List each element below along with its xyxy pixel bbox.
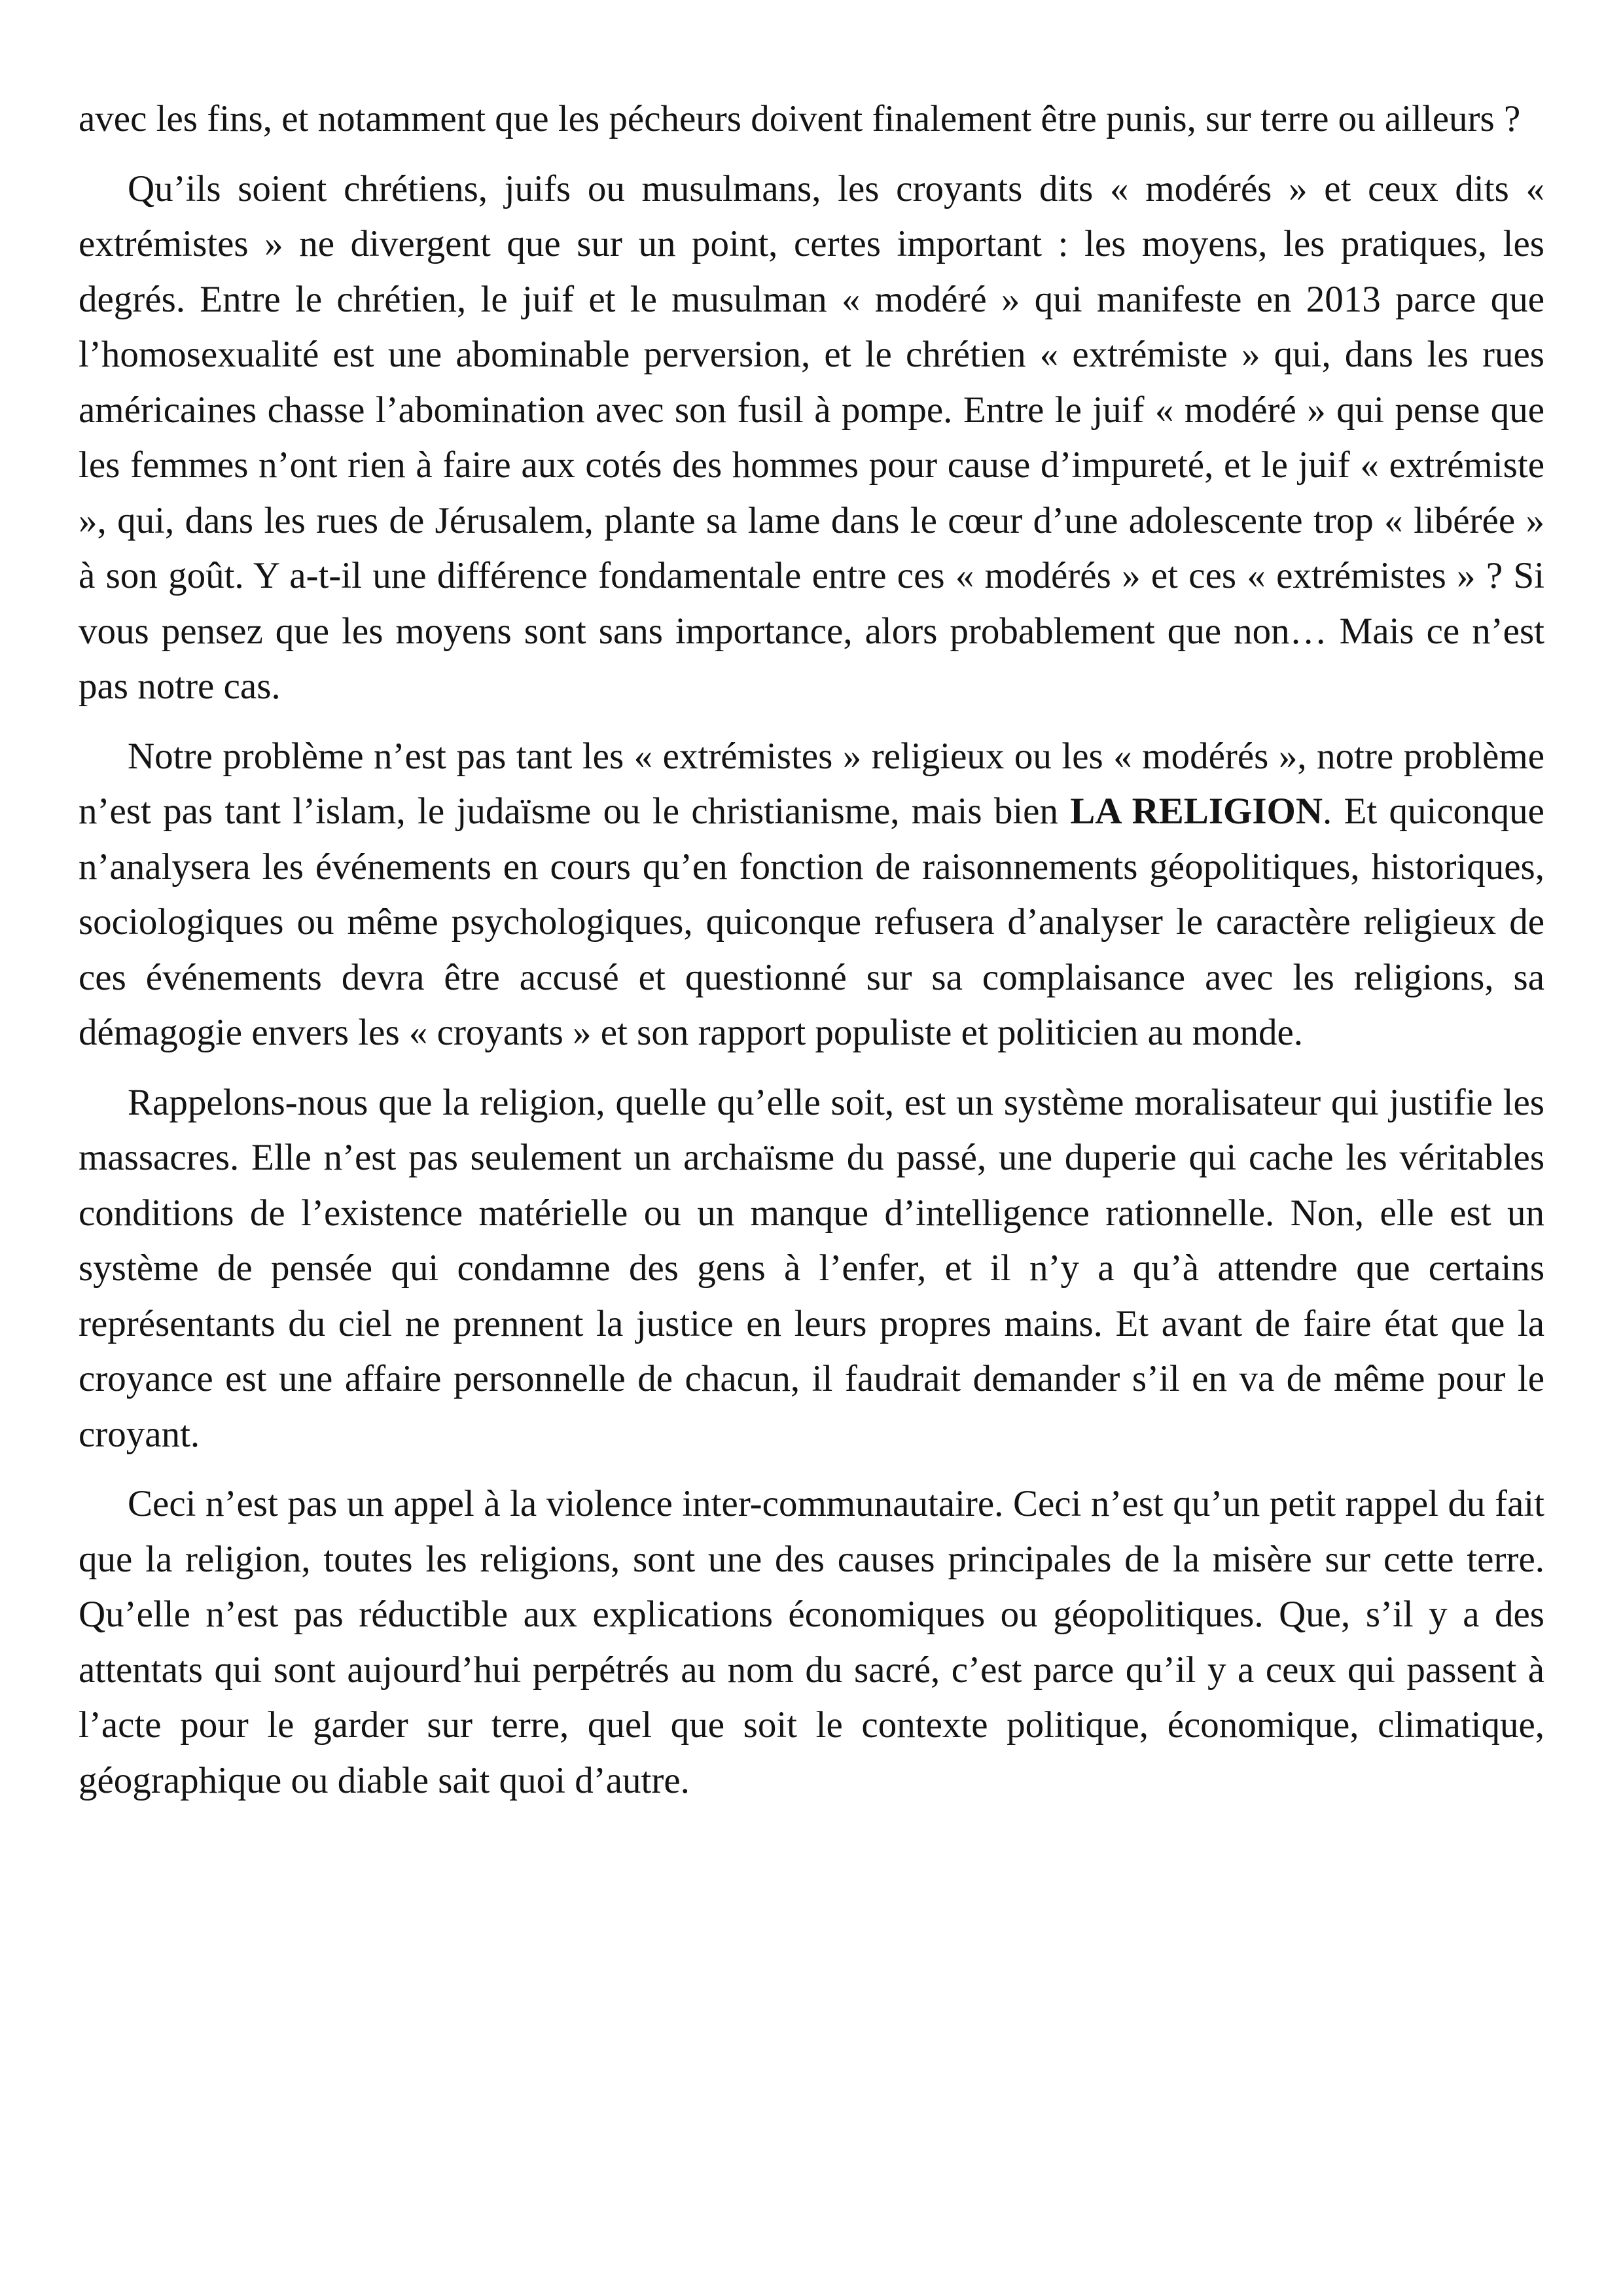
paragraph-text: Notre problème n’est pas tant les « extrémistes » religieux ou les « modérés », notre problème n’est pas tant l’islam, le judaïsme ou le christianisme, mais bien	[79, 735, 1544, 832]
paragraph-text: . Et quiconque n’analysera les événements en cours qu’en fonction de raisonnements géopolitiques, historiques, sociologiques ou même psychologiques, quiconque refusera d’analyser le caractère religieux de ces événements devra être accusé et questionné sur sa complaisance avec les religions, sa démagogie envers les « croyants » et son rapport populiste et politicien au monde.	[79, 791, 1544, 1053]
paragraph-text: Rappelons-nous que la religion, quelle qu’elle soit, est un système moralisateur qui justifie les massacres. Elle n’est pas seulement un archaïsme du passé, une duperie qui cache les véritables conditions de l’existence matérielle ou un manque d’intelligence rationnelle. Non, elle est un système de pensée qui condamne des gens à l’enfer, et il n’y a qu’à attendre que certains représentants du ciel ne prennent la justice en leurs propres mains. Et avant de faire état que la croyance est une affaire personnelle de chacun, il faudrait demander s’il en va de même pour le croyant.	[79, 1081, 1544, 1455]
paragraph-la-religion	[79, 729, 1544, 1061]
document-page	[79, 92, 1544, 1823]
paragraph-systeme-moralisateur	[79, 1075, 1544, 1463]
paragraph-text: Qu’ils soient chrétiens, juifs ou musulmans, les croyants dits « modérés » et ceux dits « extrémistes » ne divergent que sur un point, certes important : les moyens, les pratiques, les degrés. Entre le chrétien, le juif et le musulman « modéré » qui manifeste en 2013 parce que l’homosexualité est une abominable perversion, et le chrétien « extrémiste » qui, dans les rues américaines chasse l’abomination avec son fusil à pompe. Entre le juif « modéré » qui pense que les femmes n’ont rien à faire aux cotés des hommes pour cause d’impureté, et le juif « extrémiste », qui, dans les rues de Jérusalem, plante sa lame dans le cœur d’une adolescente trop « libérée » à son goût. Y a-t-il une différence fondamentale entre ces « modérés » et ces « extrémistes » ? Si vous pensez que les moyens sont sans importance, alors probablement que non… Mais ce n’est pas notre cas.	[79, 168, 1544, 707]
paragraph-moderes-extremistes	[79, 162, 1544, 715]
paragraph-continuation	[79, 92, 1544, 147]
paragraph-appel	[79, 1477, 1544, 1808]
emphasis-la-religion: LA RELIGION	[1070, 791, 1323, 832]
paragraph-text: Ceci n’est pas un appel à la violence inter-communautaire. Ceci n’est qu’un petit rappel du fait que la religion, toutes les religions, sont une des causes principales de la misère sur cette terre. Qu’elle n’est pas réductible aux explications économiques ou géopolitiques. Que, s’il y a des attentats qui sont aujourd’hui perpétrés au nom du sacré, c’est parce qu’il y a ceux qui passent à l’acte pour le garder sur terre, quel que soit le contexte politique, économique, climatique, géographique ou diable sait quoi d’autre.	[79, 1483, 1544, 1801]
paragraph-text: avec les fins, et notamment que les pécheurs doivent finalement être punis, sur terre ou ailleurs ?	[79, 98, 1521, 139]
